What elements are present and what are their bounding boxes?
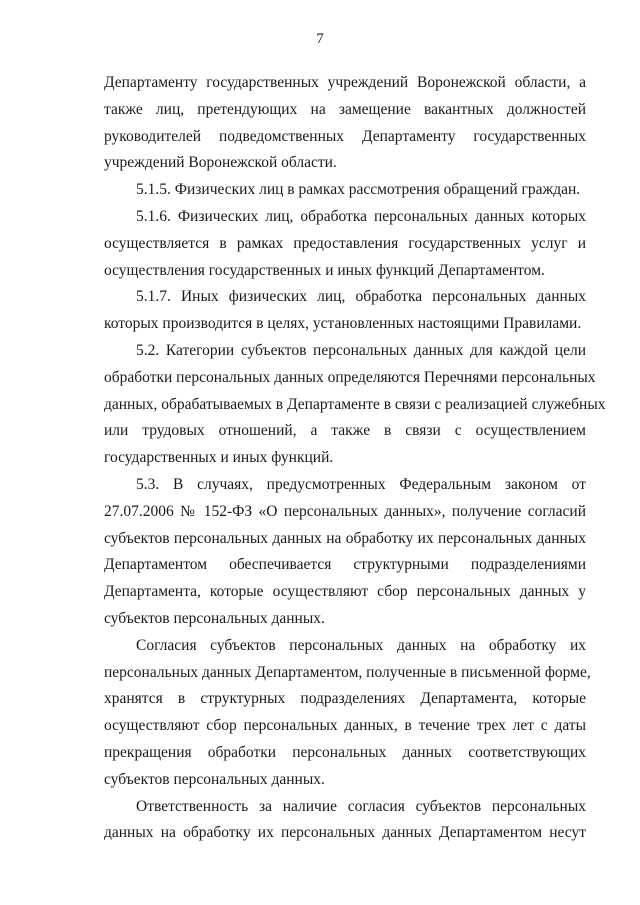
paragraph-5-2: 5.2. Категории субъектов персональных данных для каждой цели [136,342,586,359]
paragraph-5-1-5: 5.1.5. Физических лиц в рамках рассмотрения обращений граждан. [136,181,581,198]
text-line: Департамента, которые осуществляют сбор персональных данных у [104,583,586,600]
text-line: осуществляют сбор персональных данных, в течение трех лет с даты [104,717,586,734]
text-line: 27.07.2006 № 152-ФЗ «О персональных данных», получение согласий [104,503,586,520]
text-line: Департаменту государственных учреждений Воронежской области, а [104,74,586,91]
text-line: субъектов персональных данных на обработку их персональных данных [104,530,586,547]
text-line: государственных и иных функций. [104,449,334,466]
paragraph-consents: Согласия субъектов персональных данных на обработку их [136,637,586,654]
text-line: или трудовых отношений, а также в связи с осуществлением [104,422,586,439]
paragraph-5-1-6: 5.1.6. Физических лиц, обработка персональных данных которых [136,208,586,225]
paragraph-5-1-7: 5.1.7. Иных физических лиц, обработка персональных данных [136,288,586,305]
paragraph-responsibility: Ответственность за наличие согласия субъектов персональных [136,798,586,815]
text-line: осуществления государственных и иных функций Департаментом. [104,262,545,279]
text-line: осуществляется в рамках предоставления государственных услуг и [104,235,586,252]
page-number: 7 [316,31,324,47]
text-line: обработки персональных данных определяются Перечнями персональных [104,369,596,386]
paragraph-5-3: 5.3. В случаях, предусмотренных Федеральным законом от [136,476,586,493]
text-line: руководителей подведомственных Департаменту государственных [104,128,586,145]
text-line: данных, обрабатываемых в Департаменте в связи с реализацией служебных [104,396,606,413]
text-line: хранятся в структурных подразделениях Департамента, которые [104,690,586,707]
text-line: данных на обработку их персональных данных Департаментом несут [104,824,586,841]
text-line: субъектов персональных данных. [104,610,325,627]
text-line: которых производится в целях, установленных настоящими Правилами. [104,315,582,332]
text-line: персональных данных Департаментом, полученные в письменной форме, [104,664,591,681]
text-line: Департаментом обеспечивается структурными подразделениями [104,556,586,573]
text-line: субъектов персональных данных. [104,771,325,788]
text-line: учреждений Воронежской области. [104,154,337,171]
text-line: прекращения обработки персональных данных соответствующих [104,744,586,761]
text-line: также лиц, претендующих на замещение вакантных должностей [104,101,586,118]
